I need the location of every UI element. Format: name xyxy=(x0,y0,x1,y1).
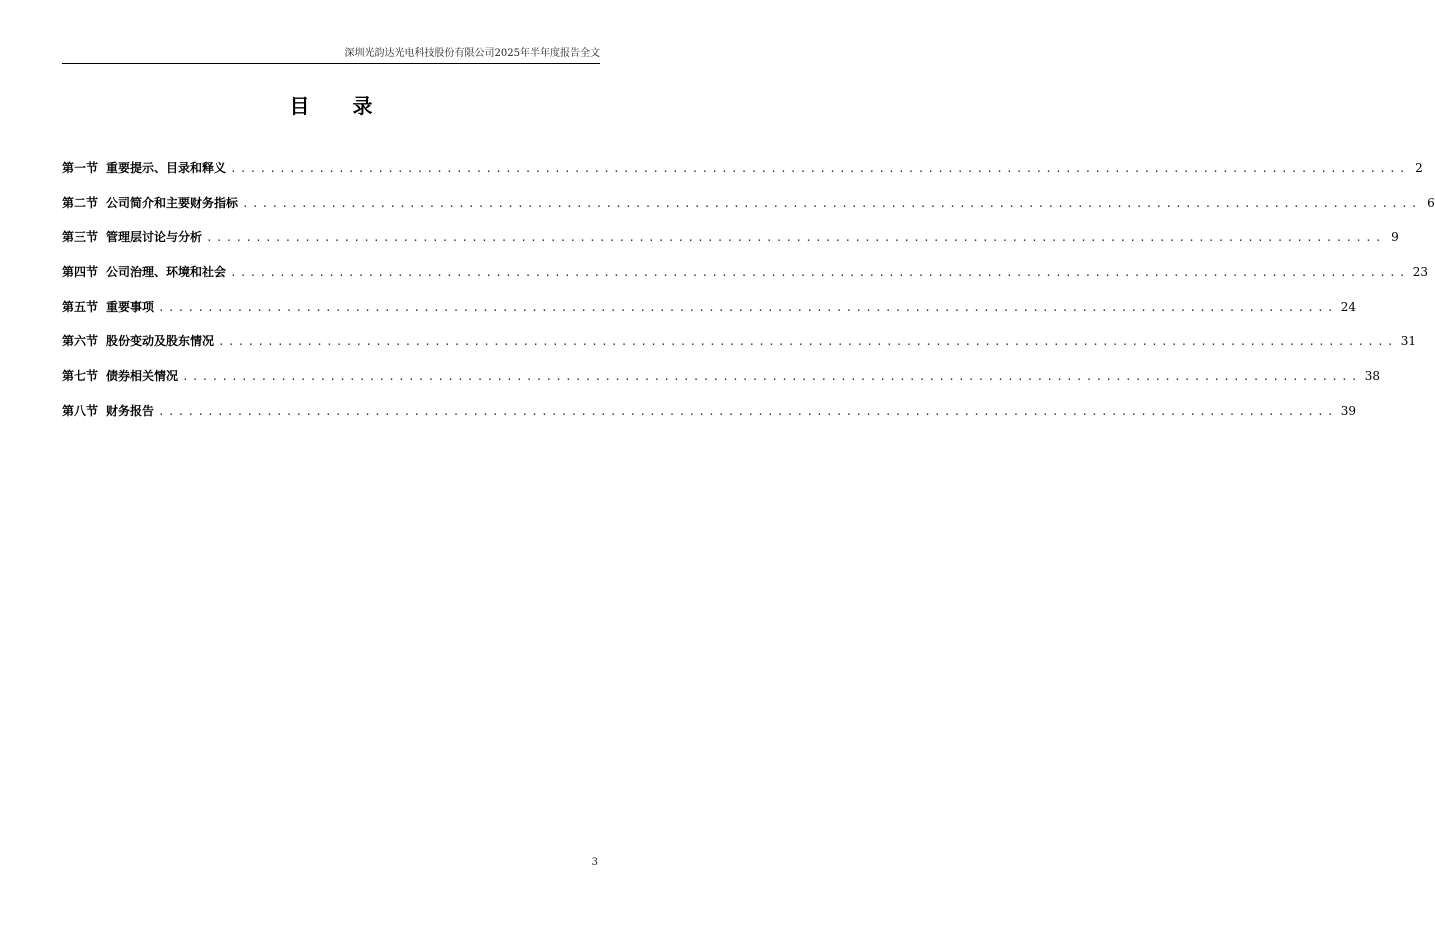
toc-page-number: 9 xyxy=(1391,230,1399,245)
toc-dot-leader: ........................................................................................................................ xyxy=(182,370,1361,384)
toc-section-title: 财务报告 xyxy=(106,403,155,418)
toc-section-number: 第七节 xyxy=(62,369,99,384)
toc-dot-leader: ........................................................................................................................ xyxy=(206,231,1385,245)
toc-section-number: 第五节 xyxy=(62,299,99,314)
header-rule xyxy=(62,63,600,64)
toc-dot-leader: ........................................................................................................................ xyxy=(230,266,1409,280)
toc-dot-leader: ........................................................................................................................ xyxy=(242,196,1421,210)
toc-section-title: 债券相关情况 xyxy=(106,369,179,384)
toc-dot-leader: ........................................................................................................................ xyxy=(158,300,1337,314)
toc-page-number: 38 xyxy=(1364,369,1381,384)
toc-page-number: 6 xyxy=(1427,195,1435,210)
toc-page-number: 39 xyxy=(1340,403,1357,418)
toc-section-number: 第四节 xyxy=(62,265,99,280)
toc-section-number: 第一节 xyxy=(62,161,99,175)
toc-page-number: 24 xyxy=(1340,299,1357,314)
toc-dot-leader: ........................................................................................................................ xyxy=(218,335,1397,349)
toc-dot-leader: ........................................................................................................................ xyxy=(230,162,1409,175)
toc-section-title: 公司简介和主要财务指标 xyxy=(106,195,239,210)
page-title: 目 录 xyxy=(289,94,391,118)
toc-page-number: 2 xyxy=(1415,161,1423,175)
toc-section-number: 第八节 xyxy=(62,403,99,418)
toc-section-number: 第二节 xyxy=(62,195,99,210)
toc-section-title: 股份变动及股东情况 xyxy=(106,334,215,349)
toc-entry[interactable] xyxy=(62,158,1423,193)
table-of-contents xyxy=(62,158,1435,436)
toc-dot-leader: ........................................................................................................................ xyxy=(158,404,1337,418)
running-header: 深圳光韵达光电科技股份有限公司2025年半年度报告全文 xyxy=(344,48,600,59)
toc-section-title: 重要提示、目录和释义 xyxy=(106,161,227,175)
toc-section-number: 第三节 xyxy=(62,230,99,245)
toc-section-title: 管理层讨论与分析 xyxy=(106,230,203,245)
toc-entry[interactable] xyxy=(62,366,1381,401)
toc-entry[interactable] xyxy=(62,331,1417,366)
toc-section-number: 第六节 xyxy=(62,334,99,349)
page-number: 3 xyxy=(591,857,598,868)
toc-page-number: 23 xyxy=(1412,265,1429,280)
toc-section-title: 重要事项 xyxy=(106,299,155,314)
toc-page-number: 31 xyxy=(1400,334,1417,349)
toc-entry[interactable] xyxy=(62,262,1429,297)
toc-entry[interactable] xyxy=(62,227,1399,262)
toc-entry[interactable] xyxy=(62,401,1357,436)
toc-entry[interactable] xyxy=(62,193,1435,228)
toc-entry[interactable] xyxy=(62,297,1357,332)
toc-section-title: 公司治理、环境和社会 xyxy=(106,265,227,280)
